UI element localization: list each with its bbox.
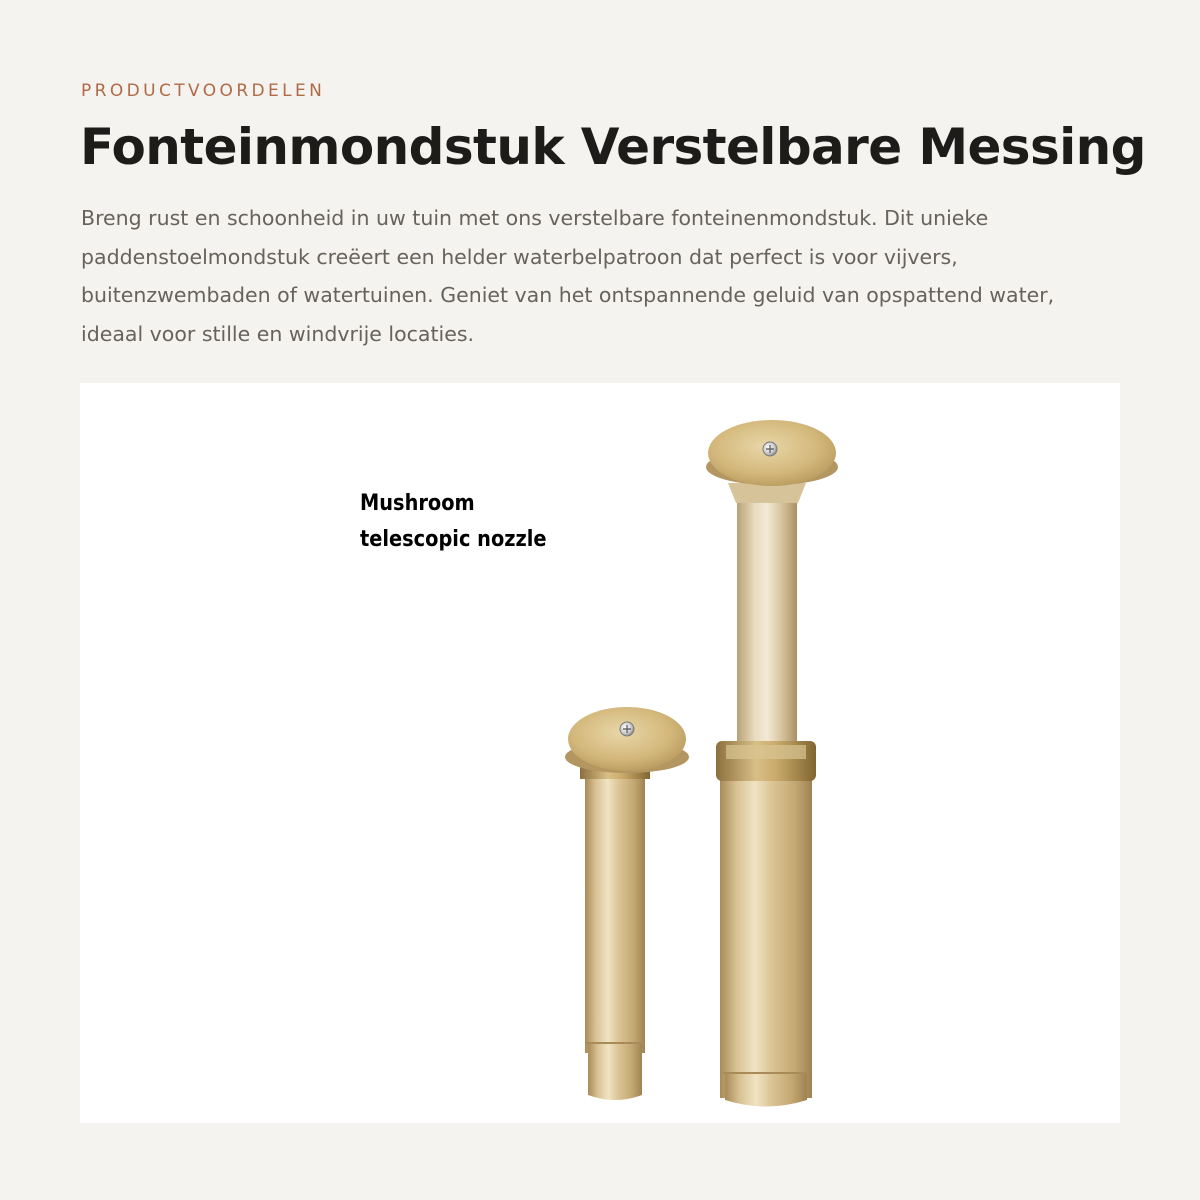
short-nozzle — [565, 707, 689, 1100]
caption-line-2: telescopic nozzle — [360, 527, 547, 552]
extended-nozzle — [706, 420, 838, 1107]
page-title: Fonteinmondstuk Verstelbare Messing — [80, 118, 1146, 176]
product-description: Breng rust en schoonheid in uw tuin met ons verstelbare fonteinenmondstuk. Dit unieke paddenstoelmondstuk creëert een helder waterbelpatroon dat perfect is voor vijvers, buitenzwembaden of watertuinen. Geniet van het ontspannende geluid van opspattend water, ideaal voor stille en windvrije locaties. — [81, 206, 1055, 346]
nozzle-illustration — [80, 383, 1120, 1123]
product-image — [80, 383, 1120, 1123]
image-caption — [360, 486, 547, 558]
caption-line-1: Mushroom — [360, 491, 475, 516]
eyebrow-label: PRODUCTVOORDELEN — [81, 81, 326, 101]
